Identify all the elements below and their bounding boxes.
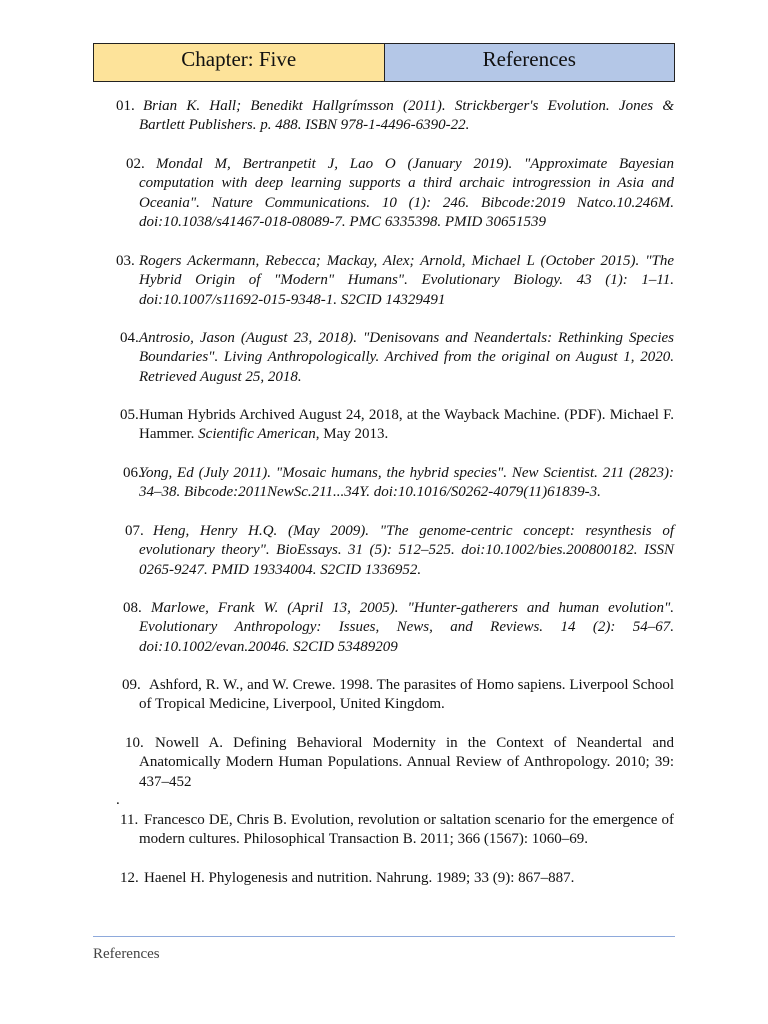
reference-text: Antrosio, Jason (August 23, 2018). "Denisovans and Neandertals: Rethinking Species Boundaries". Living Anthropologically. Archived from the original on August 1, 2020. Retrieved August 25, 2018.: [139, 330, 674, 385]
reference-text: Mondal M, Bertranpetit J, Lao O (January 2019). "Approximate Bayesian computation with deep learning supports a third archaic introgression in Asia and Oceania". Nature Communications. 10 (1): 246. Bibcode:2019 Natco.10.246M. doi:10.1038/s41467-018-08089-7. PMC 6335398. PMID 30651539: [139, 156, 674, 231]
reference-item: [123, 599, 674, 657]
reference-item: [126, 155, 674, 233]
reference-text: Human Hybrids Archived August 24, 2018, at the Wayback Machine. (PDF). Michael F. Hammer.: [139, 407, 674, 443]
journal-title: Scientific American: [198, 426, 316, 443]
reference-number: 03.: [116, 253, 135, 269]
reference-item: [125, 522, 674, 580]
reference-text: Rogers Ackermann, Rebecca; Mackay, Alex; Arnold, Michael L (October 2015). "The Hybrid Origin of "Modern" Humans". Evolutionary Biology. 43 (1): 1–11. doi:10.1007/s11692-015-9348-1. S2CID 14329491: [139, 253, 674, 308]
section-label: References: [385, 44, 675, 81]
reference-item: [120, 406, 674, 445]
reference-number: 11.: [120, 812, 139, 828]
reference-number: 12.: [120, 870, 139, 886]
reference-number: 04.: [120, 330, 139, 346]
footer-label: References: [93, 946, 160, 962]
reference-item: [122, 676, 674, 715]
reference-text: Haenel H. Phylogenesis and nutrition. Nahrung. 1989; 33 (9): 867–887.: [144, 870, 575, 886]
reference-number: 05.: [120, 407, 139, 423]
chapter-label: Chapter: Five: [94, 44, 385, 81]
footer-divider: [93, 936, 675, 937]
reference-item: [123, 464, 674, 503]
reference-text: Marlowe, Frank W. (April 13, 2005). "Hunter-gatherers and human evolution". Evolutionary Anthropology: Issues, News, and Reviews. 14 (2): 54–67. doi:10.1002/evan.20046. S2CID 53489209: [139, 600, 674, 655]
reference-item: [125, 734, 674, 792]
reference-text: Yong, Ed (July 2011). "Mosaic humans, the hybrid species". New Scientist. 211 (2823): 34–38. Bibcode:2011NewSc.211...34Y. doi:10.1016/S0262-4079(11)61839-3.: [139, 465, 674, 501]
chapter-header: [93, 43, 675, 82]
reference-text: Francesco DE, Chris B. Evolution, revolution or saltation scenario for the emergence of modern cultures. Philosophical Transaction B. 2011; 366 (1567): 1060–69.: [139, 812, 674, 848]
reference-number: 06.: [123, 465, 142, 481]
reference-text: Ashford, R. W., and W. Crewe. 1998. The parasites of Homo sapiens. Liverpool School of Tropical Medicine, Liverpool, United Kingdom.: [139, 677, 674, 713]
reference-number: 01.: [116, 98, 135, 114]
reference-number: 09.: [122, 677, 141, 693]
reference-text: Nowell A. Defining Behavioral Modernity in the Context of Neandertal and Anatomically Modern Human Populations. Annual Review of Anthropology. 2010; 39: 437–452: [139, 735, 674, 790]
reference-number: 07.: [125, 523, 144, 539]
stray-period: .: [116, 792, 120, 808]
reference-item: [120, 869, 674, 888]
reference-item: [116, 252, 674, 310]
reference-item: [120, 329, 674, 387]
reference-item: [116, 97, 674, 136]
reference-text: Brian K. Hall; Benedikt Hallgrímsson (2011). Strickberger's Evolution. Jones & Bartlett Publishers. p. 488. ISBN 978-1-4496-6390-22.: [139, 98, 674, 134]
reference-text-end: , May 2013.: [315, 426, 389, 443]
reference-number: 02.: [126, 156, 145, 172]
reference-number: 08.: [123, 600, 142, 616]
reference-item: [120, 811, 674, 850]
reference-number: 10.: [125, 735, 144, 751]
reference-text: Heng, Henry H.Q. (May 2009). "The genome-centric concept: resynthesis of evolutionary theory". BioEssays. 31 (5): 512–525. doi:10.1002/bies.200800182. ISSN 0265-9247. PMID 19334004. S2CID 1336952.: [139, 523, 674, 578]
